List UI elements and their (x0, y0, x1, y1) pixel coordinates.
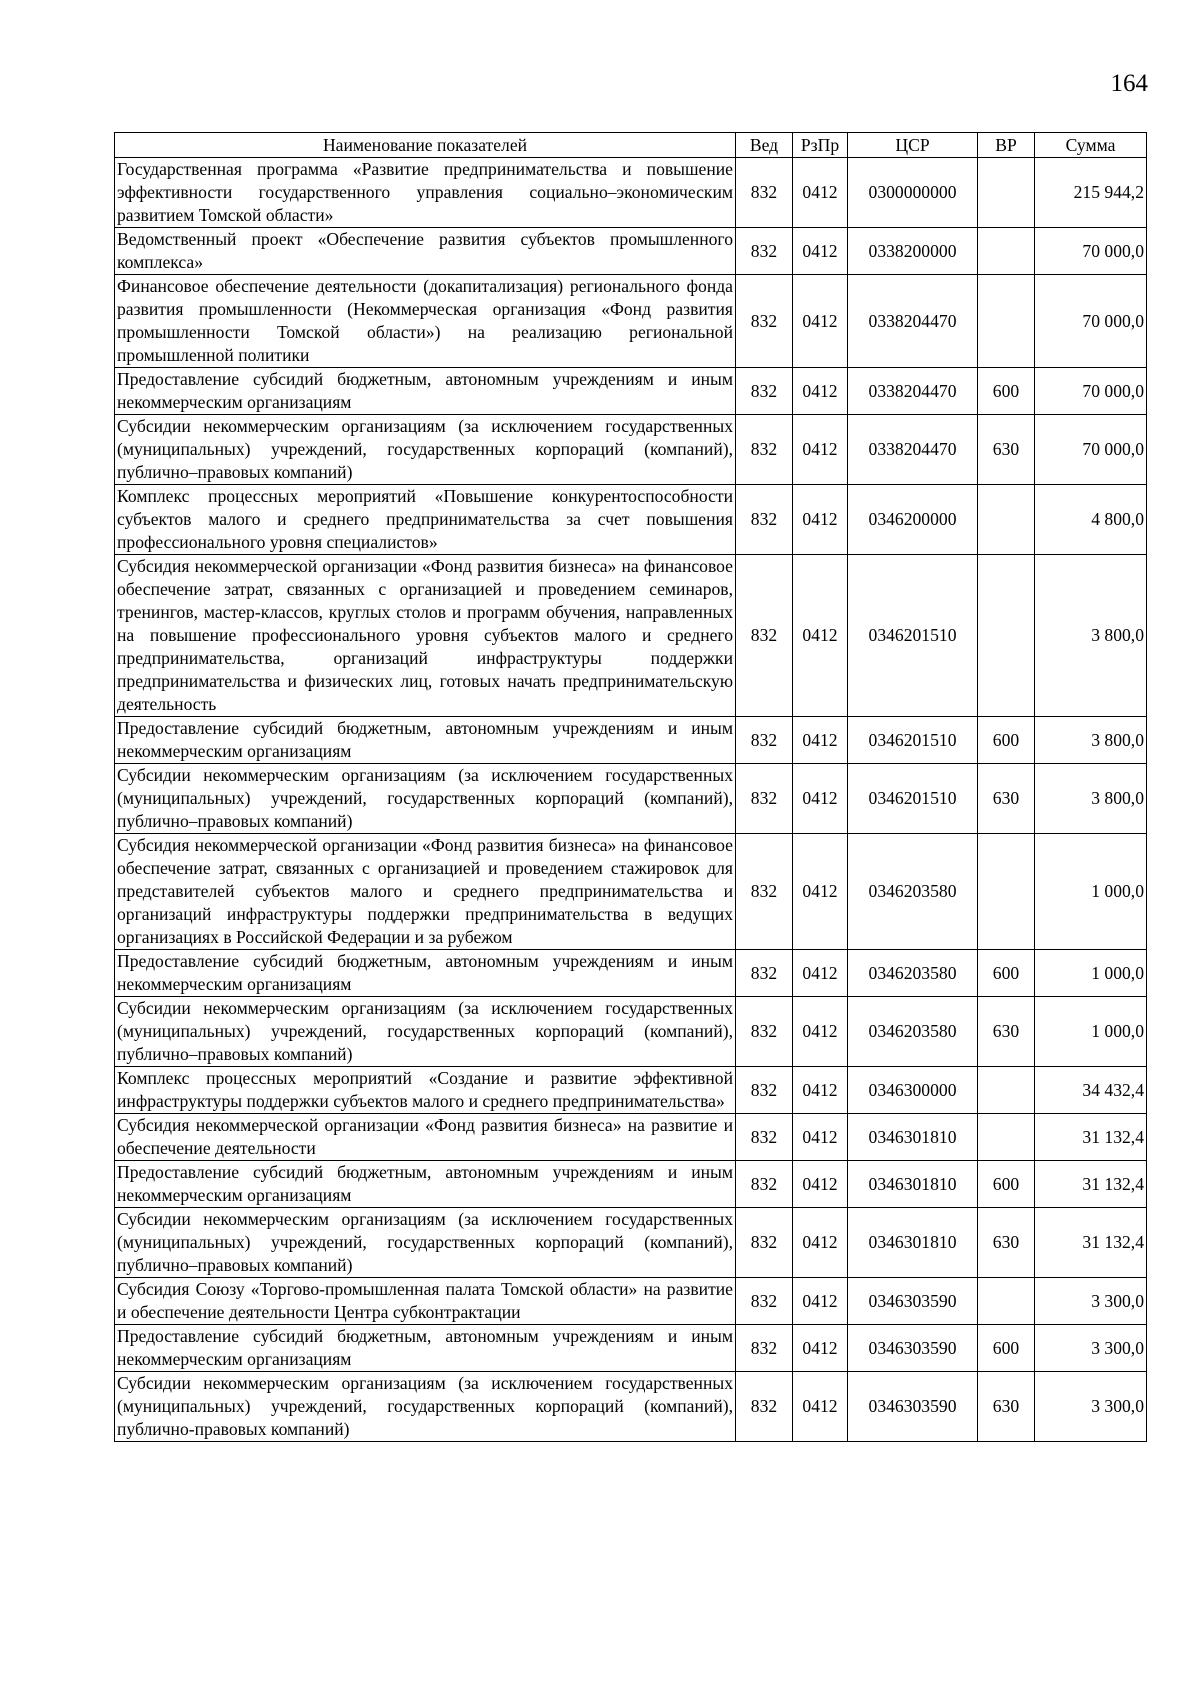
table-row (115, 764, 1147, 834)
cell-csr: 0346303590 (848, 1278, 978, 1325)
cell-rzpr: 0412 (793, 555, 848, 717)
cell-csr: 0346201510 (848, 717, 978, 764)
header-name: Наименование показателей (115, 133, 736, 158)
cell-sum: 70 000,0 (1035, 275, 1147, 368)
cell-vr (978, 1067, 1035, 1114)
cell-ved: 832 (736, 1278, 793, 1325)
table-row (115, 1325, 1147, 1372)
table-row (115, 717, 1147, 764)
table-row (115, 1208, 1147, 1278)
cell-rzpr: 0412 (793, 228, 848, 275)
cell-ved: 832 (736, 1325, 793, 1372)
cell-vr (978, 1278, 1035, 1325)
cell-csr: 0346303590 (848, 1372, 978, 1442)
cell-csr: 0338200000 (848, 228, 978, 275)
header-ved: Вед (736, 133, 793, 158)
table-row (115, 950, 1147, 997)
cell-ved: 832 (736, 1372, 793, 1442)
table-row (115, 485, 1147, 555)
cell-ved: 832 (736, 228, 793, 275)
cell-csr: 0346300000 (848, 1067, 978, 1114)
cell-vr: 630 (978, 764, 1035, 834)
cell-name: Субсидии некоммерческим организациям (за исключением государственных (муниципальных) учреждений, государственных корпораций (компаний), публично–правовых компаний) (115, 997, 736, 1067)
cell-vr: 600 (978, 1325, 1035, 1372)
cell-csr: 0300000000 (848, 158, 978, 228)
cell-rzpr: 0412 (793, 1372, 848, 1442)
cell-name: Комплекс процессных мероприятий «Создание и развитие эффективной инфраструктуры поддержки субъектов малого и среднего предпринимательства» (115, 1067, 736, 1114)
cell-sum: 1 000,0 (1035, 950, 1147, 997)
cell-rzpr: 0412 (793, 834, 848, 950)
cell-csr: 0338204470 (848, 275, 978, 368)
cell-csr: 0346303590 (848, 1325, 978, 1372)
cell-vr (978, 275, 1035, 368)
cell-vr (978, 228, 1035, 275)
cell-vr: 630 (978, 415, 1035, 485)
cell-vr: 600 (978, 1161, 1035, 1208)
cell-sum: 3 300,0 (1035, 1325, 1147, 1372)
cell-sum: 1 000,0 (1035, 997, 1147, 1067)
cell-vr: 630 (978, 997, 1035, 1067)
budget-table (114, 132, 1147, 1442)
cell-sum: 31 132,4 (1035, 1161, 1147, 1208)
cell-vr (978, 485, 1035, 555)
cell-csr: 0346301810 (848, 1114, 978, 1161)
table-row (115, 555, 1147, 717)
cell-vr: 630 (978, 1372, 1035, 1442)
cell-sum: 4 800,0 (1035, 485, 1147, 555)
cell-csr: 0346203580 (848, 950, 978, 997)
cell-csr: 0338204470 (848, 415, 978, 485)
cell-csr: 0338204470 (848, 368, 978, 415)
cell-name: Государственная программа «Развитие предпринимательства и повышение эффективности государственного управления социально–экономическим развитием Томской области» (115, 158, 736, 228)
cell-csr: 0346201510 (848, 555, 978, 717)
table-row (115, 158, 1147, 228)
cell-rzpr: 0412 (793, 1208, 848, 1278)
cell-ved: 832 (736, 415, 793, 485)
header-rzpr: РзПр (793, 133, 848, 158)
cell-name: Субсидии некоммерческим организациям (за исключением государственных (муниципальных) учреждений, государственных корпораций (компаний), публично-правовых компаний) (115, 1372, 736, 1442)
cell-rzpr: 0412 (793, 1114, 848, 1161)
cell-sum: 31 132,4 (1035, 1208, 1147, 1278)
cell-ved: 832 (736, 950, 793, 997)
cell-name: Предоставление субсидий бюджетным, автономным учреждениям и иным некоммерческим организациям (115, 717, 736, 764)
cell-name: Финансовое обеспечение деятельности (докапитализация) регионального фонда развития промышленности (Некоммерческая организация «Фонд развития промышленности Томской области») на реализацию региональной промышленной политики (115, 275, 736, 368)
cell-csr: 0346301810 (848, 1208, 978, 1278)
table-row (115, 275, 1147, 368)
cell-sum: 70 000,0 (1035, 228, 1147, 275)
table-row (115, 1161, 1147, 1208)
cell-rzpr: 0412 (793, 368, 848, 415)
cell-ved: 832 (736, 1161, 793, 1208)
cell-rzpr: 0412 (793, 485, 848, 555)
cell-sum: 3 800,0 (1035, 555, 1147, 717)
table-row (115, 834, 1147, 950)
cell-sum: 215 944,2 (1035, 158, 1147, 228)
cell-rzpr: 0412 (793, 764, 848, 834)
table-row (115, 1067, 1147, 1114)
cell-sum: 34 432,4 (1035, 1067, 1147, 1114)
cell-vr (978, 834, 1035, 950)
cell-name: Субсидия некоммерческой организации «Фонд развития бизнеса» на финансовое обеспечение затрат, связанных с организацией и проведением стажировок для представителей субъектов малого и среднего предпринимательства и организаций инфраструктуры поддержки предпринимательства в ведущих организациях в Российской Федерации и за рубежом (115, 834, 736, 950)
cell-sum: 3 300,0 (1035, 1278, 1147, 1325)
table-body (115, 158, 1147, 1442)
cell-ved: 832 (736, 1067, 793, 1114)
table-header-row (115, 133, 1147, 158)
cell-sum: 70 000,0 (1035, 415, 1147, 485)
cell-ved: 832 (736, 485, 793, 555)
cell-sum: 3 300,0 (1035, 1372, 1147, 1442)
table-row (115, 368, 1147, 415)
cell-sum: 3 800,0 (1035, 764, 1147, 834)
cell-vr (978, 158, 1035, 228)
cell-rzpr: 0412 (793, 1278, 848, 1325)
cell-name: Субсидия Союзу «Торгово-промышленная палата Томской области» на развитие и обеспечение деятельности Центра субконтрактации (115, 1278, 736, 1325)
header-sum: Сумма (1035, 133, 1147, 158)
table-row (115, 228, 1147, 275)
table-row (115, 415, 1147, 485)
cell-vr: 630 (978, 1208, 1035, 1278)
cell-name: Субсидии некоммерческим организациям (за исключением государственных (муниципальных) учреждений, государственных корпораций (компаний), публично–правовых компаний) (115, 764, 736, 834)
table-row (115, 1278, 1147, 1325)
cell-name: Предоставление субсидий бюджетным, автономным учреждениям и иным некоммерческим организациям (115, 950, 736, 997)
cell-rzpr: 0412 (793, 1067, 848, 1114)
cell-rzpr: 0412 (793, 997, 848, 1067)
table-row (115, 997, 1147, 1067)
cell-rzpr: 0412 (793, 717, 848, 764)
cell-csr: 0346301810 (848, 1161, 978, 1208)
cell-ved: 832 (736, 555, 793, 717)
cell-vr (978, 1114, 1035, 1161)
cell-name: Субсидии некоммерческим организациям (за исключением государственных (муниципальных) учреждений, государственных корпораций (компаний), публично–правовых компаний) (115, 1208, 736, 1278)
cell-ved: 832 (736, 717, 793, 764)
cell-ved: 832 (736, 158, 793, 228)
cell-csr: 0346200000 (848, 485, 978, 555)
cell-csr: 0346203580 (848, 997, 978, 1067)
cell-name: Субсидия некоммерческой организации «Фонд развития бизнеса» на финансовое обеспечение затрат, связанных с организацией и проведением семинаров, тренингов, мастер-классов, круглых столов и программ обучения, направленных на повышение профессионального уровня субъектов малого и среднего предпринимательства, организаций инфраструктуры поддержки предпринимательства и физических лиц, готовых начать предпринимательскую деятельность (115, 555, 736, 717)
cell-vr: 600 (978, 950, 1035, 997)
cell-rzpr: 0412 (793, 1161, 848, 1208)
cell-name: Комплекс процессных мероприятий «Повышение конкурентоспособности субъектов малого и среднего предпринимательства за счет повышения профессионального уровня специалистов» (115, 485, 736, 555)
cell-name: Субсидия некоммерческой организации «Фонд развития бизнеса» на развитие и обеспечение деятельности (115, 1114, 736, 1161)
cell-rzpr: 0412 (793, 158, 848, 228)
cell-rzpr: 0412 (793, 1325, 848, 1372)
cell-vr: 600 (978, 368, 1035, 415)
cell-name: Ведомственный проект «Обеспечение развития субъектов промышленного комплекса» (115, 228, 736, 275)
cell-vr (978, 555, 1035, 717)
cell-sum: 31 132,4 (1035, 1114, 1147, 1161)
cell-name: Предоставление субсидий бюджетным, автономным учреждениям и иным некоммерческим организациям (115, 1325, 736, 1372)
table-row (115, 1114, 1147, 1161)
cell-name: Субсидии некоммерческим организациям (за исключением государственных (муниципальных) учреждений, государственных корпораций (компаний), публично–правовых компаний) (115, 415, 736, 485)
cell-name: Предоставление субсидий бюджетным, автономным учреждениям и иным некоммерческим организациям (115, 368, 736, 415)
cell-ved: 832 (736, 764, 793, 834)
cell-name: Предоставление субсидий бюджетным, автономным учреждениям и иным некоммерческим организациям (115, 1161, 736, 1208)
cell-csr: 0346203580 (848, 834, 978, 950)
cell-vr: 600 (978, 717, 1035, 764)
cell-ved: 832 (736, 1114, 793, 1161)
cell-sum: 70 000,0 (1035, 368, 1147, 415)
cell-rzpr: 0412 (793, 950, 848, 997)
cell-ved: 832 (736, 997, 793, 1067)
header-csr: ЦСР (848, 133, 978, 158)
header-vr: ВР (978, 133, 1035, 158)
cell-ved: 832 (736, 275, 793, 368)
page-number: 164 (1110, 70, 1148, 97)
cell-ved: 832 (736, 1208, 793, 1278)
cell-rzpr: 0412 (793, 415, 848, 485)
table-row (115, 1372, 1147, 1442)
cell-sum: 3 800,0 (1035, 717, 1147, 764)
cell-rzpr: 0412 (793, 275, 848, 368)
cell-ved: 832 (736, 368, 793, 415)
cell-csr: 0346201510 (848, 764, 978, 834)
cell-sum: 1 000,0 (1035, 834, 1147, 950)
cell-ved: 832 (736, 834, 793, 950)
